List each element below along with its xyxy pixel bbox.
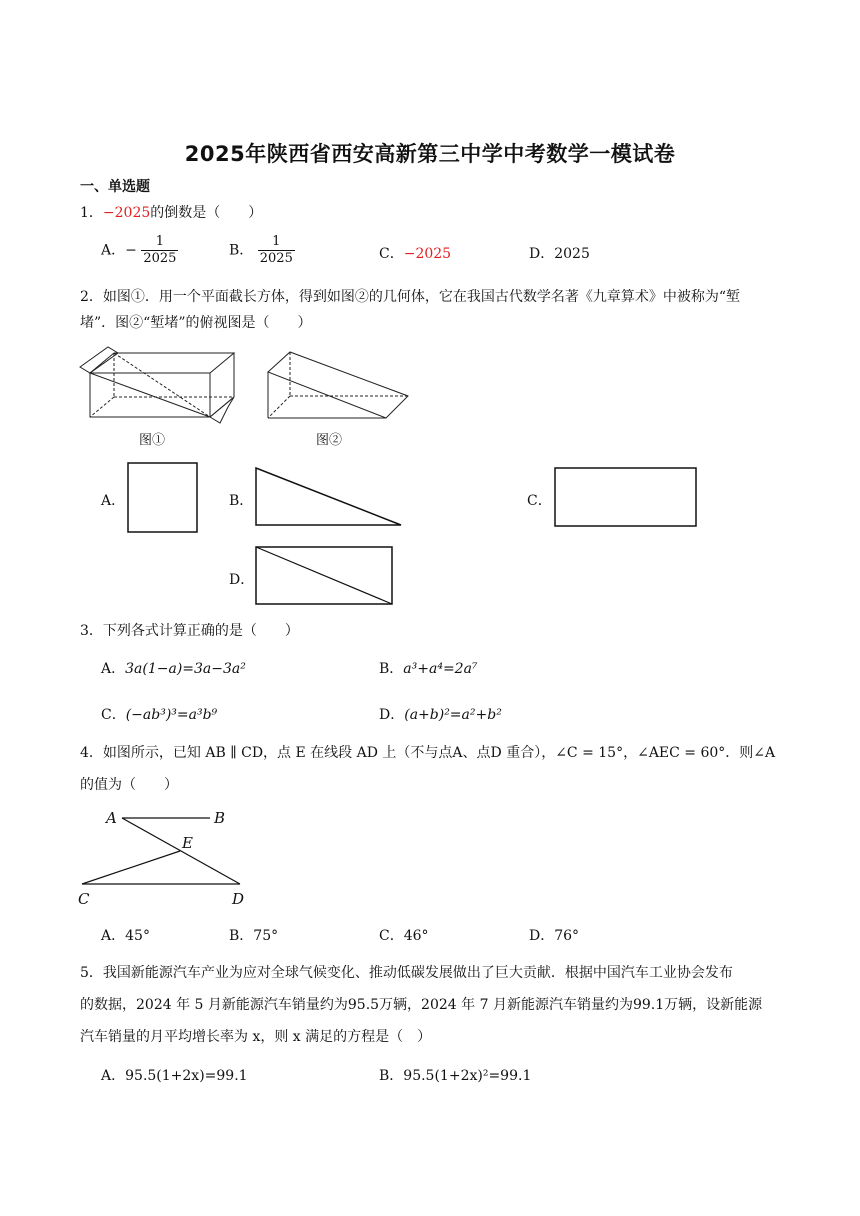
question-4-option-c[interactable]: C．46° bbox=[379, 928, 429, 944]
point-label-d: D bbox=[232, 890, 245, 908]
question-2-option-b-label[interactable]: B． bbox=[229, 493, 254, 509]
question-5-line-2: 的数据，2024 年 5 月新能源汽车销量约为95.5万辆，2024 年 7 月新能源汽车销量约为99.1万辆，设新能源 bbox=[80, 997, 763, 1013]
question-5-line-3: 汽车销量的月平均增长率为 x，则 x 满足的方程是（ ） bbox=[80, 1029, 432, 1045]
question-1-option-b[interactable]: B． $\frac{1}{2025}$ bbox=[229, 234, 293, 266]
point-label-c: C bbox=[78, 890, 90, 908]
figure-1-cuboid bbox=[78, 345, 238, 425]
question-1-stem: 1．−2025的倒数是（ ） bbox=[80, 205, 263, 221]
page-title: 2025年陕西省西安高新第三中学中考数学一模试卷 bbox=[184, 142, 676, 166]
question-4-option-b[interactable]: B．75° bbox=[229, 928, 279, 944]
figure-2-qiandu bbox=[262, 348, 412, 424]
question-4-line-1: 4．如图所示，已知 AB ∥ CD，点 E 在线段 AD 上（不与点A、点D 重合），∠C = 15°，∠AEC = 60°．则∠A bbox=[80, 745, 776, 761]
point-label-a: A bbox=[106, 809, 117, 827]
question-2-line-1: 2．如图①．用一个平面截长方体，得到如图②的几何体，它在我国古代数学名著《九章算术》中被称为“堑 bbox=[80, 289, 741, 305]
point-label-e: E bbox=[182, 834, 193, 852]
question-1-option-d[interactable]: D．2025 bbox=[529, 246, 590, 262]
question-5-option-b[interactable]: B．95.5(1+2x)²=99.1 bbox=[379, 1068, 532, 1084]
question-4-option-d[interactable]: D．76° bbox=[529, 928, 580, 944]
question-3-option-c[interactable]: C．(−ab³)³=a³b⁹ bbox=[101, 707, 218, 723]
option-a-square-shape[interactable] bbox=[127, 462, 199, 534]
question-1-option-c[interactable]: C．−2025 bbox=[379, 246, 452, 262]
question-1-option-a[interactable]: A．− $\frac{1}{2025}$ bbox=[101, 234, 177, 266]
point-label-b: B bbox=[214, 809, 226, 827]
question-4-figure bbox=[76, 806, 256, 908]
question-4-line-2: 的值为（ ） bbox=[80, 777, 178, 793]
question-3-option-b[interactable]: B．a³+a⁴=2a⁷ bbox=[379, 661, 478, 677]
option-c-rectangle-shape[interactable] bbox=[554, 467, 698, 528]
question-3-option-a[interactable]: A．3a(1−a)=3a−3a² bbox=[101, 661, 246, 677]
question-4-option-a[interactable]: A．45° bbox=[101, 928, 150, 944]
section-heading: 一、单选题 bbox=[80, 179, 150, 195]
question-5-line-1: 5．我国新能源汽车产业为应对全球气候变化、推动低碳发展做出了巨大贡献．根据中国汽车工业协会发布 bbox=[80, 965, 733, 981]
question-2-line-2: 堵”．图②“堑堵”的俯视图是（ ） bbox=[80, 315, 312, 331]
question-3-stem: 3．下列各式计算正确的是（ ） bbox=[80, 623, 299, 639]
figure-1-label: 图① bbox=[139, 433, 166, 448]
figure-2-label: 图② bbox=[316, 433, 343, 448]
question-5-option-a[interactable]: A．95.5(1+2x)=99.1 bbox=[101, 1068, 248, 1084]
question-2-option-a-label[interactable]: A． bbox=[101, 493, 126, 509]
question-1-value: −2025 bbox=[102, 205, 151, 221]
question-2-option-c-label[interactable]: C． bbox=[527, 493, 552, 509]
question-2-option-d-label[interactable]: D． bbox=[229, 572, 255, 588]
option-d-rectangle-diagonal-shape[interactable] bbox=[255, 546, 394, 606]
option-b-triangle-shape[interactable] bbox=[254, 466, 404, 528]
question-3-option-d[interactable]: D．(a+b)²=a²+b² bbox=[379, 707, 502, 723]
